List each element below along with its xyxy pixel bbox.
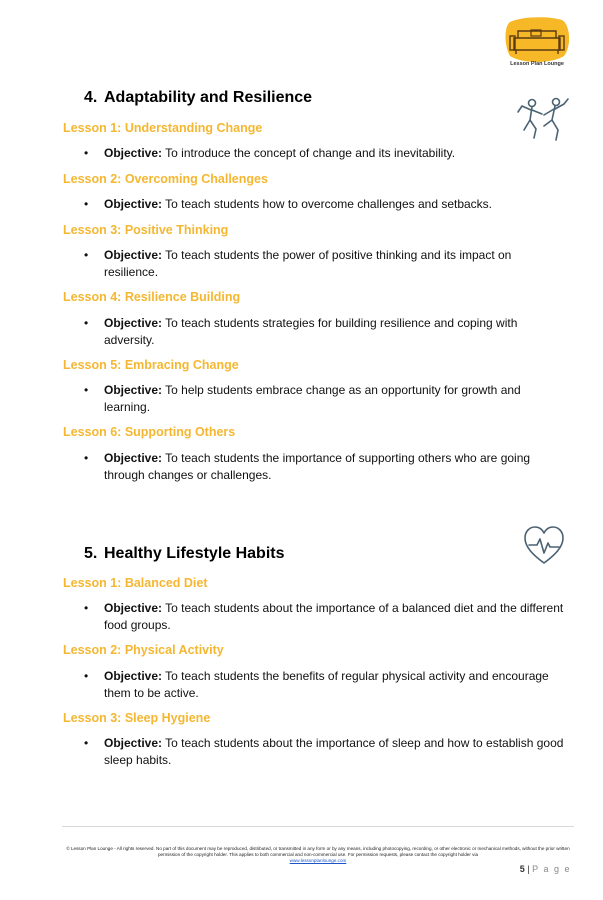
logo-caption: Lesson Plan Lounge [510,61,564,67]
website-link[interactable]: www.lessonplanlounge.com [289,858,347,863]
lesson-objective: • Objective: To teach students the benefits of regular physical activity and encourage them to be active. [84,669,549,700]
section-heading [84,545,285,563]
lesson-heading: Lesson 6: Supporting Others [63,425,236,439]
section-heading [84,89,312,107]
lesson-heading: Lesson 4: Resilience Building [63,290,241,304]
page-number: 5 | P a g e [519,864,571,874]
section-number: 5. [84,545,98,562]
lesson-heading: Lesson 2: Physical Activity [63,643,224,657]
lesson-heading: Lesson 3: Positive Thinking [63,223,229,237]
lesson-objective: • Objective: To teach students how to overcome challenges and setbacks. [84,197,493,211]
lesson-objective: • Objective: To help students embrace change as an opportunity for growth and learning. [84,383,521,414]
lesson-objective: • Objective: To teach students about the importance of a balanced diet and the different food groups. [84,601,564,632]
lesson-objective: • Objective: To teach students about the importance of sleep and how to establish good sleep habits. [84,736,564,767]
lesson-objective: • Objective: To introduce the concept of change and its inevitability. [84,146,456,160]
lesson-heading: Lesson 5: Embracing Change [63,358,239,372]
lesson-heading: Lesson 3: Sleep Hygiene [63,711,211,725]
section-number: 4. [84,89,98,106]
footer-divider [62,826,574,827]
lesson-objective: • Objective: To teach students the importance of supporting others who are going through changes or challenges. [84,451,531,482]
lesson-heading: Lesson 1: Understanding Change [63,121,263,135]
lesson-heading: Lesson 1: Balanced Diet [63,576,208,590]
lesson-objective: • Objective: To teach students the power of positive thinking and its impact on resilience. [84,248,512,279]
lesson-objective: • Objective: To teach students strategies for building resilience and coping with adversity. [84,316,518,347]
section-title: Healthy Lifestyle Habits [104,545,285,562]
footer-copyright: © Lesson Plan Lounge - All rights reserved. No part of this document may be reproduced, distributed, or transmitted in any form or by any means, including photocopying, recording, or other electronic or mechanical methods, without the prior written permission of the copyright holder. This applies to both commercial and non-commercial use. For permission requests, please contact the copyright holder via www.lessonplanlounge.com [62,846,574,864]
heartbeat-icon [523,525,565,567]
section-title: Adaptability and Resilience [104,89,313,106]
dancing-people-icon [514,96,572,142]
lesson-heading: Lesson 2: Overcoming Challenges [63,172,268,186]
